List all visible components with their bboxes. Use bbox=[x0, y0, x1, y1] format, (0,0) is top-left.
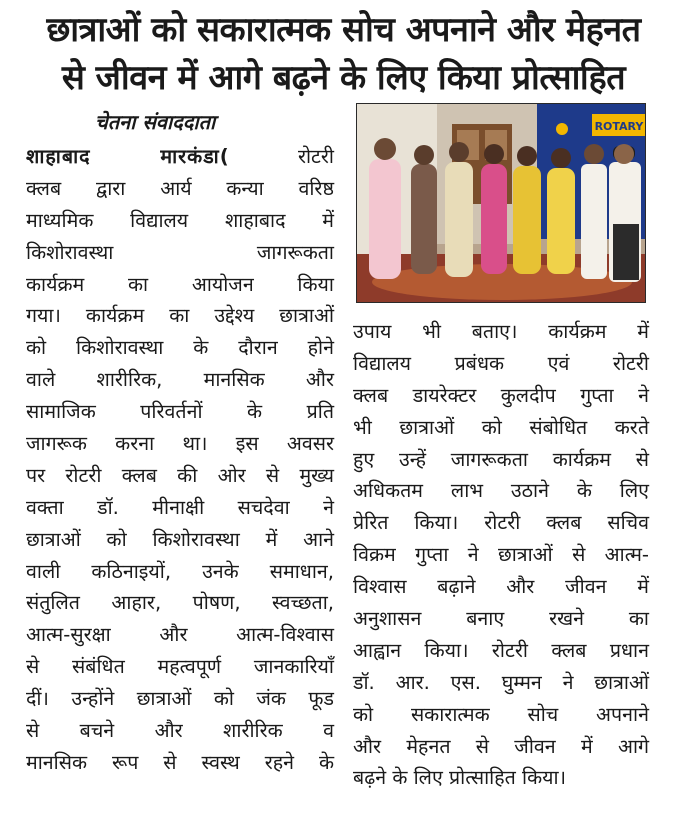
article-line: वाली कठिनाइयों, उनके समाधान, bbox=[26, 559, 334, 583]
article-line: आह्वान किया। रोटरी क्लब प्रधान bbox=[353, 638, 649, 662]
banner-text: ROTARY bbox=[594, 120, 644, 133]
article-line: को सकारात्मक सोच अपनाने bbox=[353, 702, 649, 726]
headline-line-2: से जीवन में आगे बढ़ने के लिए किया प्रोत्साहित bbox=[61, 58, 626, 98]
article-left-column bbox=[26, 141, 334, 779]
article-line: विक्रम गुप्ता ने छात्राओं से आत्म- bbox=[353, 543, 649, 567]
article-line: डॉ. आर. एस. घुम्मन ने छात्राओं bbox=[353, 670, 649, 694]
headline bbox=[0, 6, 687, 102]
article-line: सामाजिक परिवर्तनों के प्रति bbox=[26, 400, 334, 424]
article-line: जागरूक करना था। इस अवसर bbox=[26, 432, 334, 456]
article-line: विश्वास बढ़ाने और जीवन में bbox=[353, 575, 649, 599]
article-line: किशोरावस्था जागरूकता bbox=[26, 240, 334, 264]
byline: चेतना संवाददाता bbox=[95, 110, 216, 134]
article-line: क्लब डायरेक्टर कुलदीप गुप्ता ने bbox=[353, 383, 649, 407]
article-line: वाले शारीरिक, मानसिक और bbox=[26, 368, 334, 392]
article-line: पर रोटरी क्लब की ओर से मुख्य bbox=[26, 463, 334, 487]
article-line: आत्म-सुरक्षा और आत्म-विश्वास bbox=[26, 623, 334, 647]
article-line bbox=[26, 141, 334, 173]
article-line: मानसिक रूप से स्वस्थ रहने के bbox=[26, 750, 334, 774]
dateline: शाहाबाद मारकंडा( bbox=[26, 145, 230, 168]
article-line: अनुशासन बनाए रखने का bbox=[353, 607, 649, 631]
headline-line-1: छात्राओं को सकारात्मक सोच अपनाने और मेहनत bbox=[46, 10, 641, 50]
article-line: उपाय भी बताए। कार्यक्रम में bbox=[353, 320, 649, 343]
article-line: छात्राओं को किशोरावस्था में आने bbox=[26, 527, 334, 551]
article-line: और मेहनत से जीवन में आगे bbox=[353, 734, 649, 758]
article-line: माध्यमिक विद्यालय शाहाबाद में bbox=[26, 208, 334, 232]
dateline-continuation: रोटरी bbox=[297, 145, 334, 168]
article-line: संतुलित आहार, पोषण, स्वच्छता, bbox=[26, 591, 334, 615]
article-line: से संबंधित महत्वपूर्ण जानकारियाँ bbox=[26, 655, 334, 679]
article-line: कार्यक्रम का आयोजन किया bbox=[26, 272, 334, 296]
article-line: को किशोरावस्था के दौरान होने bbox=[26, 336, 334, 360]
article-line: दीं। उन्होंने छात्राओं को जंक फूड bbox=[26, 687, 334, 711]
news-photo bbox=[356, 103, 646, 303]
article-line: विद्यालय प्रबंधक एवं रोटरी bbox=[353, 351, 649, 375]
article-line: प्रेरित किया। रोटरी क्लब सचिव bbox=[353, 511, 649, 535]
group-photo-icon bbox=[357, 104, 646, 303]
article-line: से बचने और शारीरिक व bbox=[26, 719, 334, 743]
article-line: क्लब द्वारा आर्य कन्या वरिष्ठ bbox=[26, 176, 334, 200]
article-line: बढ़ने के लिए प्रोत्साहित किया। bbox=[353, 766, 567, 790]
article-line: अधिकतम लाभ उठाने के लिए bbox=[353, 479, 649, 503]
article-line: हुए उन्हें जागरूकता कार्यक्रम से bbox=[353, 447, 649, 471]
article-right-column bbox=[353, 316, 649, 794]
article-line: वक्ता डॉ. मीनाक्षी सचदेवा ने bbox=[26, 495, 334, 519]
article-line: गया। कार्यक्रम का उद्देश्य छात्राओं bbox=[26, 304, 334, 328]
article-line: भी छात्राओं को संबोधित करते bbox=[353, 415, 649, 439]
